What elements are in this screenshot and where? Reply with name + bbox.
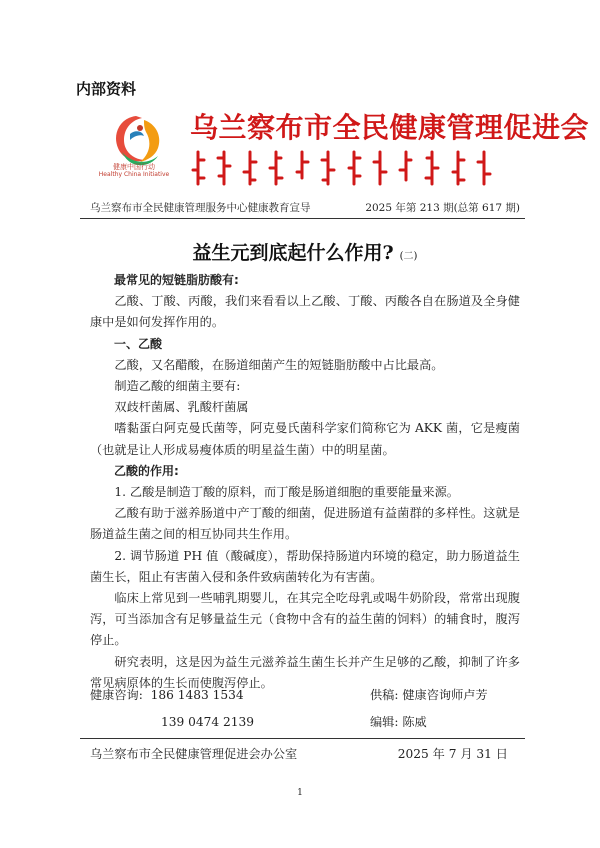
footer: [90, 745, 520, 762]
paragraph: 双歧杆菌属、乳酸杆菌属: [114, 400, 249, 415]
article-part: (二): [399, 251, 418, 262]
paragraph: 乙酸有助于滋养肠道中产丁酸的细菌，促进肠道有益菌群的多样性。这就是肠道益生菌之间的相互协同共生作用。: [90, 506, 520, 542]
paragraph: 乙酸、丁酸、丙酸，我们来看看以上乙酸、丁酸、丙酸各自在肠道及全身健康中是如何发挥作用的。: [90, 294, 520, 330]
header-divider: [80, 218, 525, 219]
article-body: [90, 270, 520, 694]
footer-divider: [80, 738, 525, 739]
paragraph: 制造乙酸的细菌主要有:: [114, 379, 241, 394]
consult-label: 健康咨询:: [90, 688, 143, 702]
issue-publisher: 乌兰察布市全民健康管理服务中心健康教育宣导: [90, 202, 311, 214]
organization-title: 乌兰察布市全民健康管理促进会: [190, 111, 590, 144]
paragraph: 研究表明，这是因为益生元滋养益生菌生长并产生足够的乙酸，抑制了许多常见病原体的生长而使腹泻停止。: [90, 654, 520, 690]
page-number: 1: [297, 788, 303, 798]
section-heading: 一、乙酸: [114, 336, 163, 351]
article-title: [90, 238, 520, 265]
footer-date: 2025 年 7 月 31 日: [397, 747, 508, 761]
section-heading: 乙酸的作用:: [114, 463, 179, 478]
phone-2: 139 0474 2139: [161, 715, 255, 729]
logo-caption: [84, 163, 184, 179]
internal-label: 内部资料: [76, 80, 137, 98]
issue-number: 2025 年第 213 期(总第 617 期): [365, 202, 520, 214]
contact-block: [90, 682, 520, 736]
logo-caption-en: Healthy China Initiative: [98, 171, 170, 178]
mongolian-script-title: [190, 148, 500, 188]
consult-line: [90, 682, 244, 709]
contact-row-2: [90, 709, 520, 736]
paragraph: 1. 乙酸是制造丁酸的原料，而丁酸是肠道细胞的重要能量来源。: [114, 485, 459, 500]
article-title-text: 益生元到底起什么作用?: [192, 242, 394, 264]
supplier: 供稿: 健康咨询师卢芳: [370, 688, 488, 702]
paragraph: 嗜黏蛋白阿克曼氏菌等，阿克曼氏菌科学家们简称它为 AKK 菌，它是瘦菌（也就是让人形成易瘦体质的明星益生菌）中的明星菌。: [90, 421, 520, 457]
footer-office: 乌兰察布市全民健康管理促进会办公室: [90, 747, 298, 761]
issue-bar: [90, 200, 520, 215]
contact-row-1: [90, 682, 520, 709]
section-heading: 最常见的短链脂肪酸有:: [114, 273, 239, 287]
paragraph: 临床上常见到一些哺乳期婴儿，在其完全吃母乳或喝牛奶阶段，常常出现腹泻，可当添加含有足够量益生元（食物中含有的益生菌的饲料）的辅食时，腹泻停止。: [90, 591, 520, 648]
logo-caption-cn: 健康中国行动: [113, 163, 155, 171]
paragraph: 2. 调节肠道 PH 值（酸碱度），帮助保持肠道内环境的稳定，助力肠道益生菌生长，阻止有害菌入侵和条件致病菌转化为有害菌。: [90, 548, 520, 584]
phone-1: 186 1483 1534: [150, 688, 244, 702]
paragraph: 乙酸，又名醋酸，在肠道细菌产生的短链脂肪酸中占比最高。: [114, 357, 444, 372]
editor: 编辑: 陈威: [370, 715, 427, 729]
